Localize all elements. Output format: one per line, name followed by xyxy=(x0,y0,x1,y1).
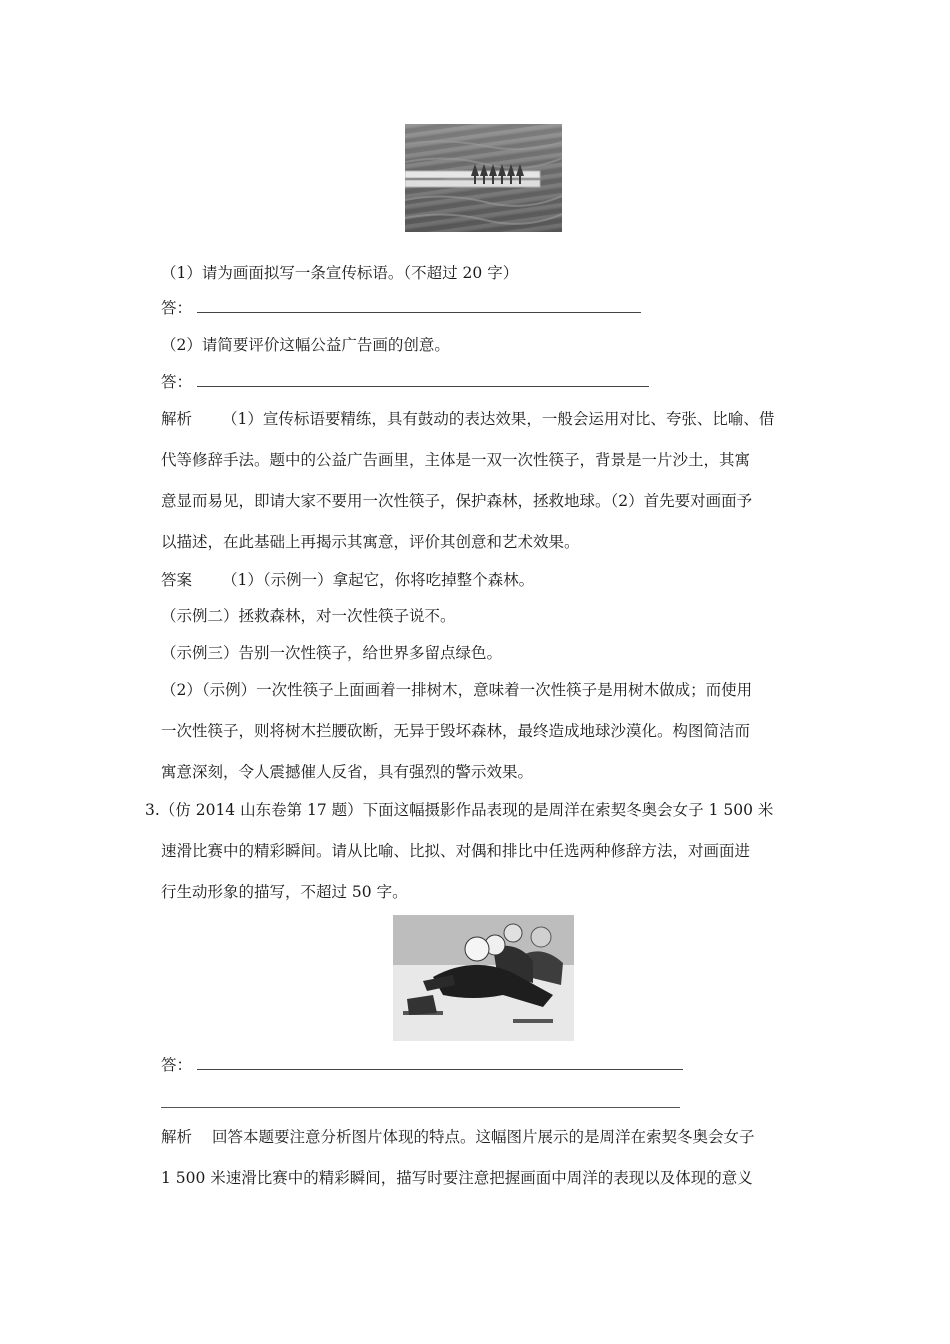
analysis-2-line-1: 解析 （1）宣传标语要精练，具有鼓动的表达效果，一般会运用对比、夸张、比喻、借 xyxy=(161,410,775,428)
answer-label: 答： xyxy=(161,299,193,317)
question-3-line-2: 速滑比赛中的精彩瞬间。请从比喻、比拟、对偶和排比中任选两种修辞方法，对画面进 xyxy=(161,842,751,860)
answer-line-2 xyxy=(161,372,649,392)
answer-key-2-line-5: 一次性筷子，则将树木拦腰砍断，无异于毁坏森林，最终造成地球沙漠化。构图简洁而 xyxy=(161,722,751,740)
answer-blank-1[interactable] xyxy=(197,298,641,313)
answer-key-2-line-2: （示例二）拯救森林，对一次性筷子说不。 xyxy=(161,607,456,625)
chopsticks-sand-photo xyxy=(405,124,562,232)
analysis-3-line-2: 1 500 米速滑比赛中的精彩瞬间，描写时要注意把握画面中周洋的表现以及体现的意义 xyxy=(161,1169,753,1187)
answer-label: 答： xyxy=(161,1056,193,1074)
analysis-label: 解析 xyxy=(161,410,193,428)
analysis-2-line-3: 意显而易见，即请大家不要用一次性筷子，保护森林，拯救地球。（2）首先要对画面予 xyxy=(161,492,753,510)
question-2-sub-1: （1）请为画面拟写一条宣传标语。（不超过 20 字） xyxy=(161,264,519,282)
answer-line-1 xyxy=(161,298,641,318)
answer-blank-2[interactable] xyxy=(197,372,649,387)
analysis-label: 解析 xyxy=(161,1128,193,1146)
question-2-sub-2: （2）请简要评价这幅公益广告画的创意。 xyxy=(161,336,450,354)
answer-key-2-line-1: 答案 （1）（示例一）拿起它，你将吃掉整个森林。 xyxy=(161,571,535,589)
analysis-2-line-4: 以描述，在此基础上再揭示其寓意，评价其创意和艺术效果。 xyxy=(161,533,580,551)
answer-blank-4[interactable] xyxy=(161,1107,680,1108)
question-3-line-1: 3.（仿 2014 山东卷第 17 题）下面这幅摄影作品表现的是周洋在索契冬奥会女子 1 500 米 xyxy=(145,801,774,819)
analysis-3-line-1: 解析 回答本题要注意分析图片体现的特点。这幅图片展示的是周洋在索契冬奥会女子 xyxy=(161,1128,755,1146)
answer-line-3 xyxy=(161,1055,683,1075)
answer-key-2-line-6: 寓意深刻，令人震撼催人反省，具有强烈的警示效果。 xyxy=(161,763,534,781)
answer-label: 答： xyxy=(161,373,193,391)
answer-blank-3[interactable] xyxy=(197,1055,683,1070)
chopsticks-illustration xyxy=(405,124,562,232)
question-3-line-3: 行生动形象的描写，不超过 50 字。 xyxy=(161,883,408,901)
answer-key-2-line-3: （示例三）告别一次性筷子，给世界多留点绿色。 xyxy=(161,644,503,662)
analysis-2-line-2: 代等修辞手法。题中的公益广告画里，主体是一双一次性筷子，背景是一片沙土，其寓 xyxy=(161,451,751,469)
answer-key-label: 答案 xyxy=(161,571,193,589)
speed-skating-photo xyxy=(393,915,574,1041)
answer-key-2-line-4: （2）（示例）一次性筷子上面画着一排树木，意味着一次性筷子是用树木做成；而使用 xyxy=(161,681,753,699)
skaters-illustration xyxy=(393,915,574,1041)
